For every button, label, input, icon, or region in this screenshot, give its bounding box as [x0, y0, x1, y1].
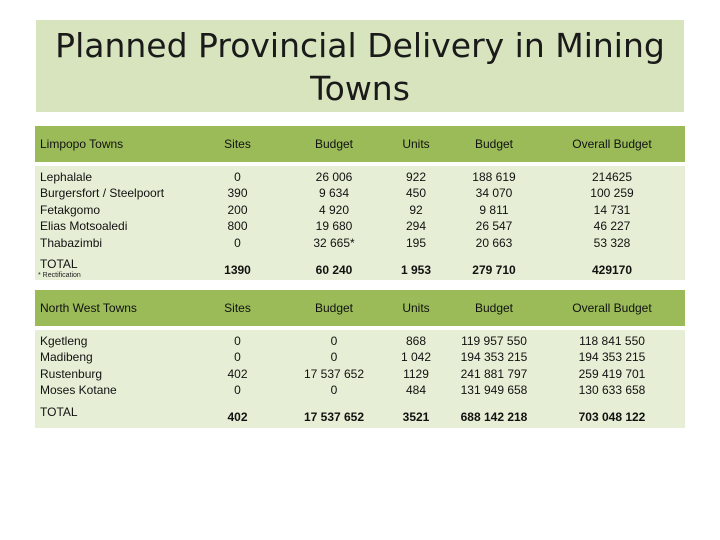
header-budget-units: Budget [449, 126, 539, 162]
total-budget-sites: 60 240 [285, 254, 383, 280]
value: 46 227 [593, 219, 631, 234]
value: 800 [227, 219, 248, 234]
value: 0 [234, 383, 241, 398]
overall-cell [539, 330, 685, 402]
value: 4 920 [318, 202, 350, 217]
value: 53 328 [593, 235, 631, 250]
value: 200 [227, 202, 248, 217]
town-name: Elias Motsoaledi [40, 219, 128, 234]
header-budget-sites: Budget [285, 126, 383, 162]
north-west-body-row [35, 330, 685, 402]
value: 195 [405, 235, 427, 250]
limpopo-table [35, 126, 685, 280]
budget-sites-cell [285, 330, 383, 402]
town-name: Fetakgomo [40, 202, 101, 217]
value: 484 [405, 383, 427, 398]
north-west-header-row [35, 290, 685, 326]
north-west-total-row [35, 402, 685, 428]
value: 20 663 [475, 235, 513, 250]
value: 0 [234, 170, 241, 184]
total-units: 3521 [383, 402, 449, 428]
value: 130 633 658 [578, 383, 646, 398]
value: 0 [330, 334, 338, 348]
town-name: Lephalale [40, 170, 93, 184]
limpopo-body-row [35, 166, 685, 254]
town-name: Thabazimbi [40, 235, 103, 250]
value: 259 419 701 [578, 366, 646, 381]
header-sites: Sites [190, 126, 285, 162]
header-units: Units [383, 126, 449, 162]
total-budget-units: 279 710 [449, 254, 539, 280]
town-name: Burgersfort / Steelpoort [40, 186, 165, 201]
sites-cell [190, 330, 285, 402]
value: 118 841 550 [579, 334, 645, 348]
value: 450 [405, 186, 427, 201]
total-label: TOTAL [35, 402, 190, 428]
total-overall: 703 048 122 [539, 402, 685, 428]
total-sites: 402 [190, 402, 285, 428]
value: 922 [405, 170, 427, 184]
total-label: TOTAL [35, 254, 190, 280]
value: 26 006 [315, 170, 353, 184]
value: 0 [330, 383, 338, 398]
value: 0 [330, 350, 338, 365]
header-overall-budget: Overall Budget [539, 126, 685, 162]
value: 194 353 215 [460, 350, 528, 365]
overall-cell [539, 166, 685, 254]
town-name: Madibeng [40, 350, 93, 365]
limpopo-total-row [35, 254, 685, 280]
budget-sites-cell [285, 166, 383, 254]
town-name: Kgetleng [40, 334, 88, 348]
units-cell [383, 166, 449, 254]
value: 14 731 [593, 202, 631, 217]
sites-cell [190, 166, 285, 254]
value: 19 680 [315, 219, 353, 234]
value: 868 [405, 334, 427, 348]
value: 9 634 [318, 186, 350, 201]
header-budget-sites: Budget [285, 290, 383, 326]
value: 194 353 215 [578, 350, 646, 365]
limpopo-header-row [35, 126, 685, 162]
towns-cell [35, 330, 190, 402]
footnote-marker: * [38, 272, 43, 279]
total-budget-units: 688 142 218 [449, 402, 539, 428]
value: 119 957 550 [461, 334, 527, 348]
value: 1129 [403, 366, 429, 381]
slide-title: Planned Provincial Delivery in Mining Towns [55, 26, 665, 108]
value: 241 881 797 [460, 366, 528, 381]
value: 17 537 652 [303, 366, 365, 381]
header-towns: North West Towns [35, 290, 190, 326]
value: 9 811 [479, 202, 509, 217]
value: 100 259 [590, 186, 634, 201]
total-overall: 429170 [539, 254, 685, 280]
value: 32 665* [313, 235, 355, 250]
budget-units-cell [449, 166, 539, 254]
value: 92 [409, 202, 423, 217]
north-west-table [35, 290, 685, 428]
value: 402 [227, 366, 248, 381]
value: 390 [227, 186, 248, 201]
value: 0 [234, 350, 241, 365]
value: 26 547 [475, 219, 513, 234]
value: 0 [234, 334, 241, 348]
town-name: Rustenburg [40, 366, 103, 381]
footnote-text: Rectification [42, 272, 81, 279]
total-units: 1 953 [383, 254, 449, 280]
header-overall-budget: Overall Budget [539, 290, 685, 326]
footnote [38, 272, 81, 279]
value: 0 [234, 235, 241, 250]
budget-units-cell [449, 330, 539, 402]
header-units: Units [383, 290, 449, 326]
header-towns: Limpopo Towns [35, 126, 190, 162]
value: 1 042 [400, 350, 432, 365]
value: 131 949 658 [460, 383, 528, 398]
header-budget-units: Budget [449, 290, 539, 326]
total-budget-sites: 17 537 652 [285, 402, 383, 428]
total-sites: 1390 [190, 254, 285, 280]
towns-cell [35, 166, 190, 254]
value: 294 [405, 219, 427, 234]
value: 34 070 [475, 186, 513, 201]
units-cell [383, 330, 449, 402]
header-sites: Sites [190, 290, 285, 326]
town-name: Moses Kotane [40, 383, 117, 398]
value: 214625 [591, 170, 633, 184]
value: 188 619 [472, 170, 516, 184]
